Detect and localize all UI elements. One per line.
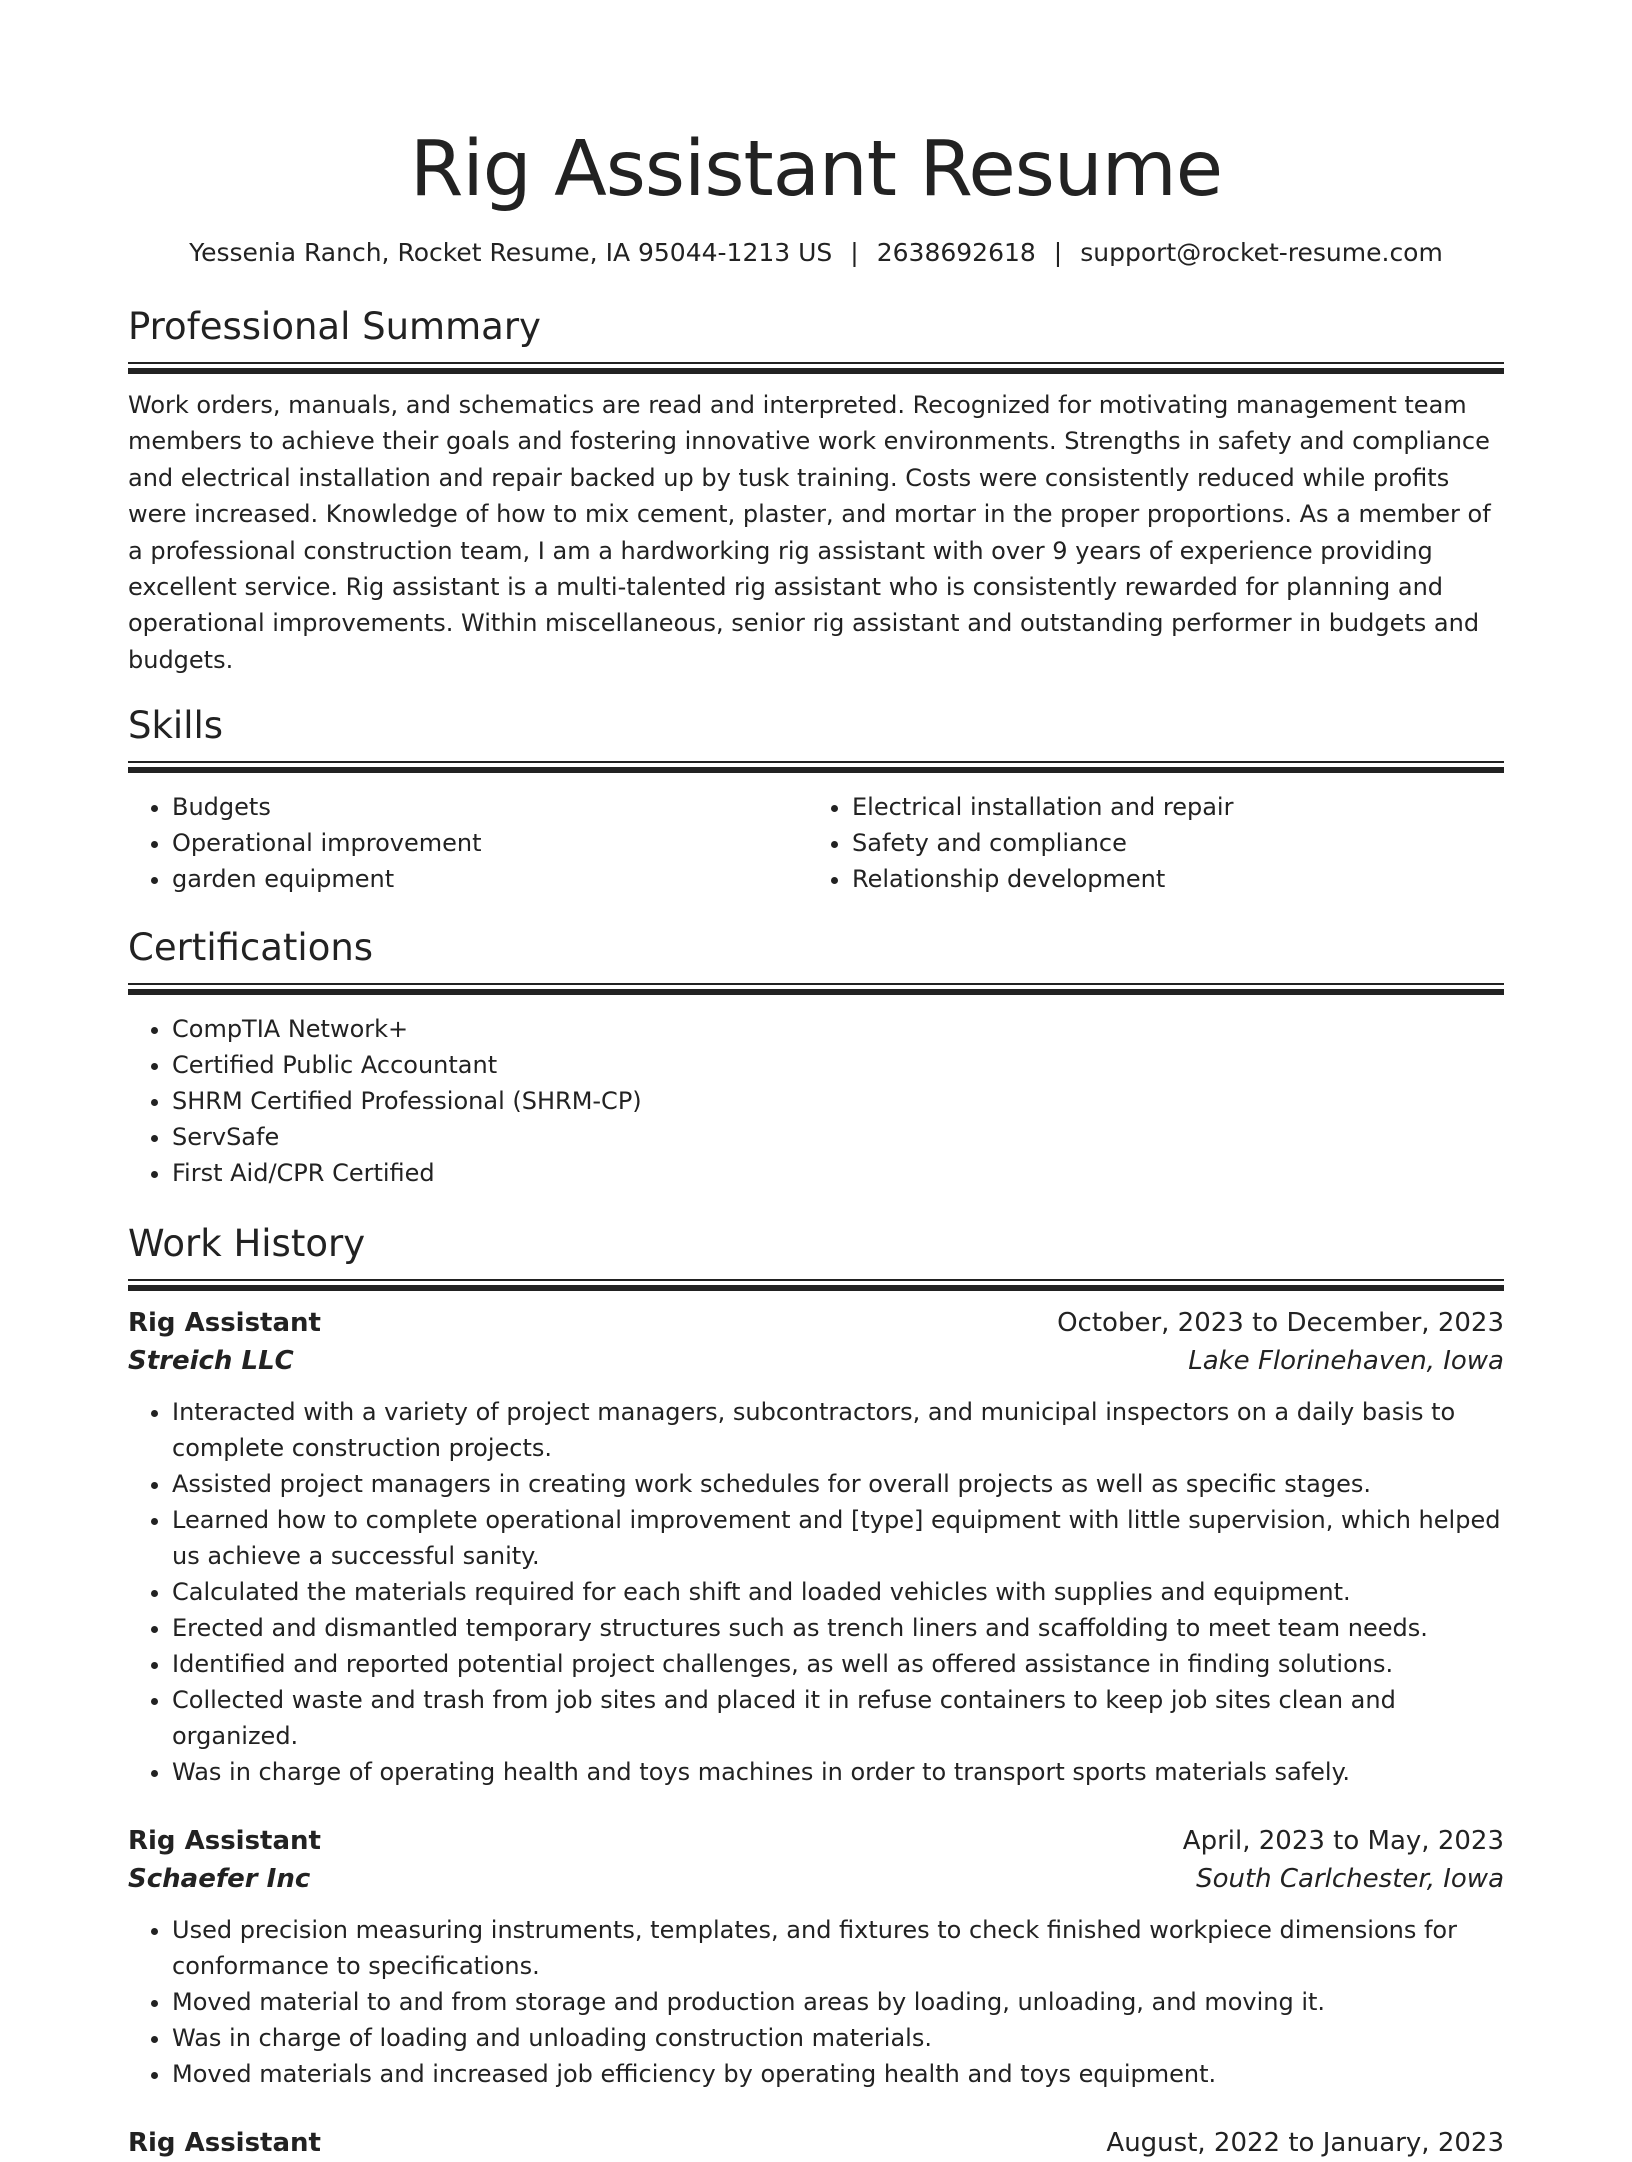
- job-subheader: [128, 1342, 1504, 1380]
- job-bullet: • Used precision measuring instruments, templates, and fixtures to check finished workpiece dimensions for conformance to specifications.: [172, 1912, 1504, 1984]
- work-history-section: [128, 1221, 1504, 2162]
- summary-text: Work orders, manuals, and schematics are read and interpreted. Recognized for motivating management team members to achieve their goals and fostering innovative work environments. Strengths in safety and compliance and electrical installation and repair backed up by tusk training. Costs were consistently reduced while profits were increased. Knowledge of how to mix cement, plaster, and mortar in the proper proportions. As a member of a professional construction team, I am a hardworking rig assistant with over 9 years of experience providing excellent service. Rig assistant is a multi-talented rig assistant who is consistently rewarded for planning and operational improvements. Within miscellaneous, senior rig assistant and outstanding performer in budgets and budgets.: [128, 391, 1491, 674]
- section-divider: [128, 1279, 1504, 1290]
- job-role: Rig Assistant: [128, 2128, 321, 2159]
- job-location: Lake Florinehaven, Iowa: [1188, 1346, 1504, 1377]
- resume-title: Rig Assistant Resume: [409, 125, 1223, 214]
- skill-item: • Budgets: [172, 789, 808, 825]
- job-bullet: • Calculated the materials required for each shift and loaded vehicles with supplies and equipment.: [172, 1574, 1504, 1610]
- section-heading-certifications: Certifications: [128, 926, 374, 970]
- section-divider: [128, 761, 1504, 772]
- job-company: Schaefer Inc: [128, 1864, 311, 1895]
- job-bullet: • Was in charge of operating health and toys machines in order to transport sports materials safely.: [172, 1754, 1504, 1790]
- skills-list-left: [128, 789, 808, 897]
- job-bullet: • Interacted with a variety of project managers, subcontractors, and municipal inspectors on a daily basis to complete construction projects.: [172, 1394, 1504, 1466]
- certifications-list: [128, 1011, 1504, 1191]
- certification-item: • First Aid/CPR Certified: [172, 1155, 1504, 1191]
- skill-item: • Safety and compliance: [852, 825, 1488, 861]
- certification-item: • ServSafe: [172, 1119, 1504, 1155]
- job-role: Rig Assistant: [128, 1308, 321, 1339]
- skills-section: [128, 703, 1504, 897]
- section-divider: [128, 983, 1504, 994]
- job-subheader: [128, 1860, 1504, 1898]
- contact-separator: |: [850, 238, 859, 267]
- contact-line: [128, 236, 1504, 270]
- certification-item: • CompTIA Network+: [172, 1011, 1504, 1047]
- job-dates: April, 2023 to May, 2023: [1182, 1826, 1504, 1857]
- job-bullet: • Erected and dismantled temporary structures such as trench liners and scaffolding to meet team needs.: [172, 1610, 1504, 1646]
- job-header: [128, 1304, 1504, 1342]
- contact-phone: 2638692618: [876, 238, 1036, 267]
- job-dates: October, 2023 to December, 2023: [1057, 1308, 1504, 1339]
- skills-list-right: [808, 789, 1488, 897]
- resume-page: [128, 0, 1504, 2162]
- job-bullet: • Was in charge of loading and unloading construction materials.: [172, 2020, 1504, 2056]
- job-entry: [128, 2124, 1504, 2162]
- section-heading-skills: Skills: [128, 704, 224, 748]
- contact-email[interactable]: support@rocket-resume.com: [1080, 238, 1443, 267]
- job-bullets: [128, 1912, 1504, 2092]
- job-bullet: • Moved materials and increased job efficiency by operating health and toys equipment.: [172, 2056, 1504, 2092]
- job-company: Streich LLC: [128, 1346, 294, 1377]
- job-entry: [128, 1822, 1504, 2092]
- job-bullet: • Collected waste and trash from job sites and placed it in refuse containers to keep job sites clean and organized.: [172, 1682, 1504, 1754]
- job-bullet: • Assisted project managers in creating work schedules for overall projects as well as specific stages.: [172, 1466, 1504, 1502]
- job-header: [128, 1822, 1504, 1860]
- job-role: Rig Assistant: [128, 1826, 321, 1857]
- job-header: [128, 2124, 1504, 2162]
- summary-section: [128, 304, 1504, 678]
- section-divider: [128, 362, 1504, 373]
- skill-item: • Relationship development: [852, 861, 1488, 897]
- job-bullets: [128, 1394, 1504, 1790]
- job-entry: [128, 1304, 1504, 1790]
- job-location: South Carlchester, Iowa: [1196, 1864, 1504, 1895]
- section-heading-work-history: Work History: [128, 1222, 366, 1266]
- job-dates: August, 2022 to January, 2023: [1106, 2128, 1504, 2159]
- certification-item: • SHRM Certified Professional (SHRM-CP): [172, 1083, 1504, 1119]
- contact-address: Yessenia Ranch, Rocket Resume, IA 95044-1213 US: [189, 238, 833, 267]
- skill-item: • garden equipment: [172, 861, 808, 897]
- skills-grid: [128, 789, 1504, 897]
- job-bullet: • Moved material to and from storage and production areas by loading, unloading, and moving it.: [172, 1984, 1504, 2020]
- job-bullet: • Learned how to complete operational improvement and [type] equipment with little supervision, which helped us achieve a successful sanity.: [172, 1502, 1504, 1574]
- certifications-section: [128, 925, 1504, 1191]
- skill-item: • Operational improvement: [172, 825, 808, 861]
- section-heading-summary: Professional Summary: [128, 305, 541, 348]
- contact-separator: |: [1053, 238, 1063, 267]
- certification-item: • Certified Public Accountant: [172, 1047, 1504, 1083]
- job-bullet: • Identified and reported potential project challenges, as well as offered assistance in finding solutions.: [172, 1646, 1504, 1682]
- skill-item: • Electrical installation and repair: [852, 789, 1488, 825]
